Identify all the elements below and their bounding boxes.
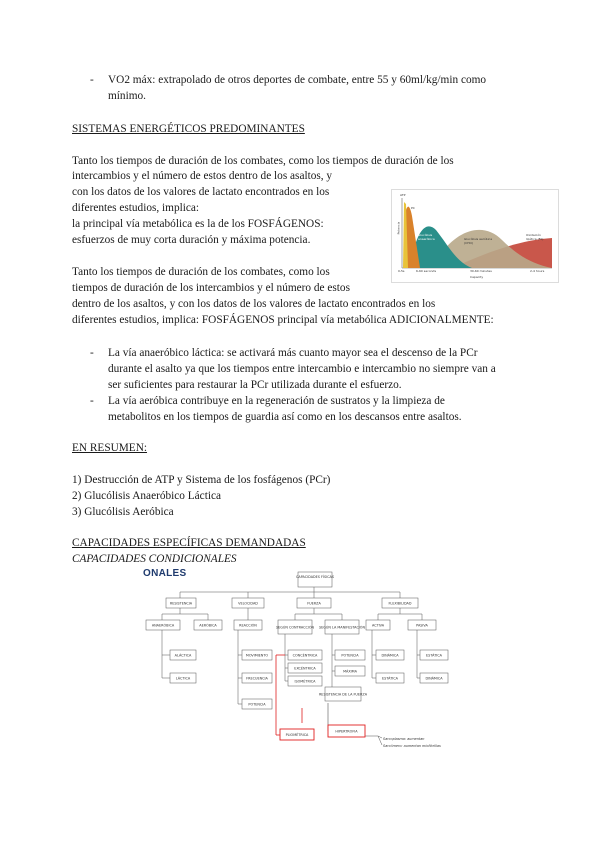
p1-line: Tanto los tiempos de duración de los combates, como los tiempos de duración de los (72, 155, 454, 167)
crop-label-onales: ONALES (143, 568, 187, 579)
p1-line: con los datos de los valores de lactato encontrados en los (72, 186, 330, 198)
chart-ylabel: Potencia (396, 221, 401, 235)
tree-alactica: ALÁCTICA (174, 653, 192, 658)
tree-concentrica: CONCÉNTRICA (292, 653, 318, 658)
tree-anaerobica: ANAERÓBICA (151, 623, 175, 628)
chart-time-0: 0-5s (398, 269, 405, 273)
vo2-line-2: mínimo. (108, 90, 146, 102)
bullet-dash: - (90, 395, 94, 407)
tree-reaccion: REACCIÓN (239, 623, 257, 628)
chart-time-2: 30-60 minutes (470, 269, 492, 273)
tree-fuerza: FUERZA (307, 601, 321, 606)
chart-time-3: 2-4 hours (530, 269, 545, 273)
bullet-aerobic-line: metabolitos en los tiempos de guardia así como en los descansos entre asaltos. (108, 411, 462, 423)
summary-item: 1) Destrucción de ATP y Sistema de los fosfágenos (PCr) (72, 474, 331, 486)
p1-line: intercambios y el número de estos dentro de los asaltos, y (72, 170, 333, 182)
tree-resistencia-fuerza: RESISTENCIA DE LA FUERZA (318, 692, 368, 697)
p2-line: dentro de los asaltos, y con los datos de los valores de lactato encontrados en los (72, 298, 436, 310)
tree-segun-contraccion: SEGÚN CONTRACCIÓN (275, 625, 315, 630)
tree-resistencia: RESISTENCIA (169, 601, 193, 606)
tree-isometrica: ISOMÉTRICA (294, 679, 316, 684)
heading-energy-systems: SISTEMAS ENERGÉTICOS PREDOMINANTES (72, 123, 305, 135)
chart-label-aerobic: Glucólisis aeróbica (CHO) (464, 237, 493, 245)
bullet-dash: - (90, 347, 94, 359)
tree-segun-manifestacion: SEGÚN LA MANIFESTACIÓN (318, 625, 366, 630)
tree-velocidad: VELOCIDAD (238, 601, 258, 606)
tree-maxima: MÁXIMA (343, 669, 357, 674)
p2-line: diferentes estudios, implica: FOSFÁGENOS principal vía metabólica ADICIONALMENTE: (72, 314, 494, 326)
tree-pliometrica: PLIOMÉTRICA (285, 733, 309, 737)
tree-frecuencia: FRECUENCIA (246, 676, 268, 681)
summary-item: 3) Glucólisis Aeróbica (72, 506, 174, 518)
p1-line: diferentes estudios, implica: (72, 202, 200, 214)
chart-label-lipid: Oxidación lipídica (FA) (526, 233, 544, 241)
bullet-lactic-line: ser suficientes para restaurar la PCr utilizada durante el esfuerzo. (108, 379, 402, 391)
bullet-lactic-line: durante el asalto ya que los tiempos entre intercambio e intercambio no siempre van a (108, 363, 496, 375)
bullet-dash: - (90, 74, 94, 86)
tree-pasiva: PASIVA (416, 623, 428, 628)
chart-xlabel: Capacity (470, 275, 484, 279)
vo2-line-1: VO2 máx: extrapolado de otros deportes de combate, entre 55 y 60ml/kg/min como (108, 74, 487, 86)
bullet-aerobic-line: La vía aeróbica contribuye en la regeneración de sustratos y la limpieza de (108, 395, 445, 407)
tree-potencia: POTENCIA (341, 653, 359, 658)
chart-label-anaerobic: Glucólisis anaeróbica (418, 233, 435, 241)
heading-capacities: CAPACIDADES ESPECÍFICAS DEMANDADAS (72, 537, 306, 549)
tree-flexibilidad: FLEXIBILIDAD (388, 601, 412, 606)
energy-systems-chart (391, 189, 559, 283)
tree-activa: ACTIVA (371, 623, 385, 628)
tree-aerobica: AERÓBICA (199, 623, 217, 628)
chart-time-1: 6-60 seconds (416, 269, 437, 273)
heading-summary: EN RESUMEN: (72, 442, 148, 454)
p1-line: la principal vía metabólica es la de los FOSFÁGENOS: (72, 218, 324, 230)
tree-potencia-vel: POTENCIA (248, 702, 266, 707)
tree-dinamica-2: DINÁMICA (425, 676, 443, 681)
bullet-lactic-line: La vía anaeróbico láctica: se activará más cuanto mayor sea el descenso de la PCr (108, 347, 478, 359)
chart-label-pc: PC (411, 206, 415, 210)
capacities-tree-diagram (142, 568, 454, 756)
tree-note-1: Sarcoplasma: aumentan (383, 737, 425, 741)
tree-hipertrofia: HIPERTROFIA (335, 729, 358, 734)
tree-root: CAPACIDADES FÍSICAS (296, 575, 334, 579)
p2-line: Tanto los tiempos de duración de los combates, como los (72, 266, 330, 278)
tree-lactica: LÁCTICA (175, 676, 191, 681)
subheading-conditional: CAPACIDADES CONDICIONALES (72, 553, 237, 565)
p2-line: tiempos de duración de los intercambios y el número de estos (72, 282, 350, 294)
tree-note-2: Sarcómero: aumentan miofibrillas (383, 744, 441, 748)
tree-excentrica: EXCÉNTRICA (294, 666, 316, 671)
chart-label-atp: ATP (400, 193, 406, 197)
tree-estatica: ESTÁTICA (382, 676, 398, 681)
tree-movimiento: MOVIMIENTO (245, 653, 269, 658)
p1-line: esfuerzos de muy corta duración y máxima potencia. (72, 234, 311, 246)
tree-dinamica: DINÁMICA (381, 653, 399, 658)
tree-estatica-2: ESTÁTICA (426, 653, 442, 658)
summary-item: 2) Glucólisis Anaeróbico Láctica (72, 490, 222, 502)
